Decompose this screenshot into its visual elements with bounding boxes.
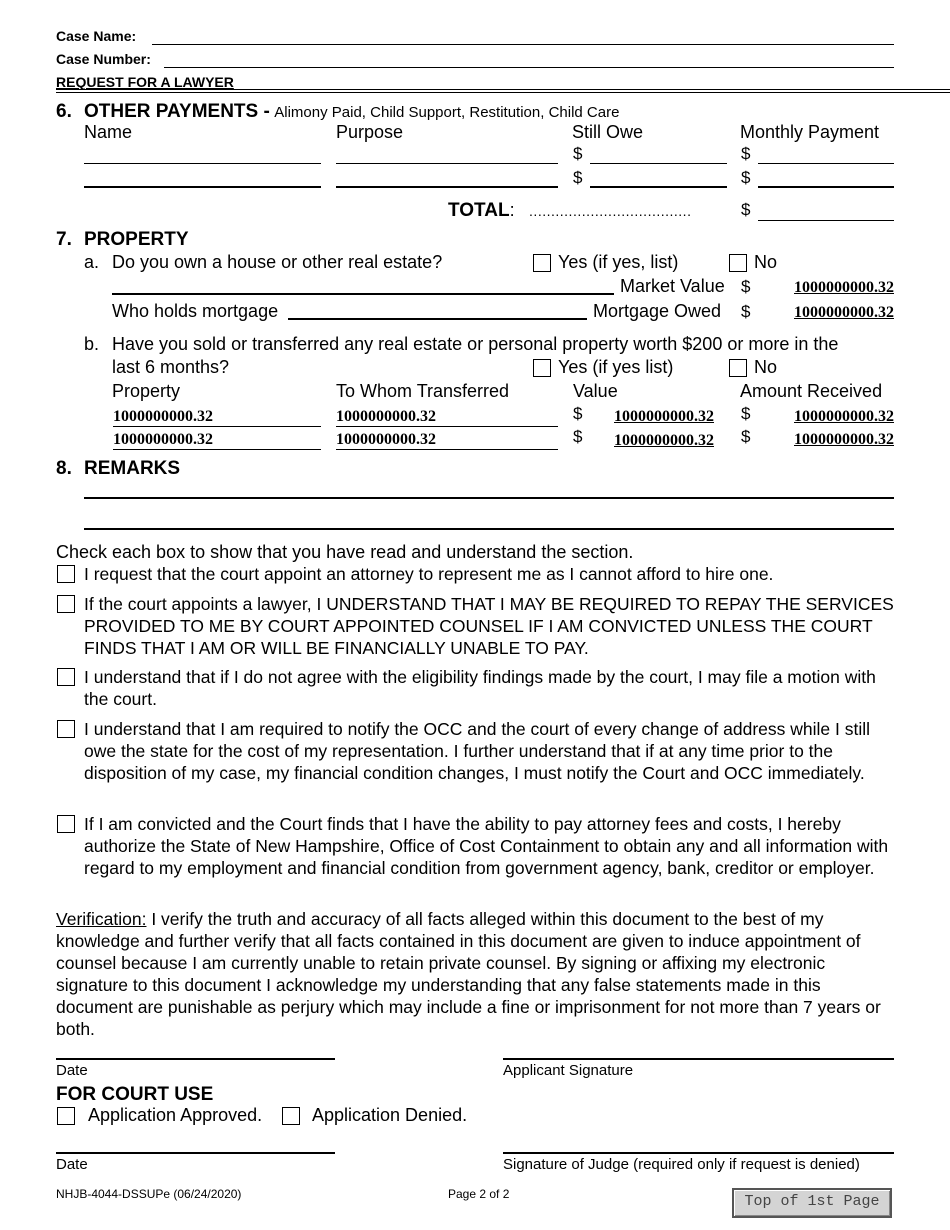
col-value-header: Value (573, 381, 618, 401)
verification-label: Verification: (56, 909, 147, 929)
date-label: Date (56, 1062, 88, 1079)
question-a-text: Do you own a house or other real estate? (112, 252, 443, 272)
ack-checkbox-4[interactable] (57, 720, 75, 738)
col-still-owe-header: Still Owe (572, 122, 644, 142)
transfer-value[interactable]: 1000000000.32 (614, 408, 714, 425)
yes-label: Yes (if yes, list) (558, 252, 679, 272)
dollar-sign: $ (741, 168, 751, 187)
applicant-signature-label: Applicant Signature (503, 1062, 634, 1079)
transfer-no-checkbox[interactable] (729, 359, 747, 377)
question-a-letter: a. (84, 252, 100, 272)
payment-monthly-field[interactable] (758, 163, 894, 164)
ack-text-3: I understand that if I do not agree with the eligibility findings made by the court, I may file a motion with the court. (84, 667, 876, 709)
header-rule-2 (56, 92, 950, 93)
judge-signature-label: Signature of Judge (required only if request is denied) (503, 1156, 860, 1173)
dollar-sign: $ (573, 144, 583, 163)
payment-monthly-field[interactable] (758, 186, 894, 188)
transfer-to-whom[interactable]: 1000000000.32 (336, 408, 558, 427)
section-7-title: PROPERTY (84, 229, 189, 250)
date-label-2: Date (56, 1156, 88, 1173)
section-6-subtitle: Alimony Paid, Child Support, Restitution, Child Care (274, 104, 620, 121)
section-6-number: 6. (56, 101, 72, 122)
dollar-sign: $ (741, 427, 751, 446)
mortgage-owed-label: Mortgage Owed (593, 301, 722, 321)
total-label: TOTAL (448, 200, 510, 221)
section-6-heading (84, 101, 619, 123)
ack-text-1: I request that the court appoint an attorney to represent me as I cannot afford to hire one. (84, 564, 774, 584)
col-monthly-header: Monthly Payment (740, 122, 880, 142)
question-b-text-1: Have you sold or transferred any real estate or personal property worth $200 or more in the (112, 334, 839, 354)
case-name-label: Case Name: (56, 28, 137, 44)
col-amount-received-header: Amount Received (740, 381, 883, 401)
payment-still-owe-field[interactable] (590, 163, 727, 164)
who-holds-mortgage-field[interactable] (288, 318, 587, 320)
transfer-property[interactable]: 1000000000.32 (113, 408, 321, 427)
payment-name-field[interactable] (84, 163, 321, 164)
section-8-title: REMARKS (84, 458, 181, 479)
denied-label: Application Denied. (312, 1105, 468, 1125)
payment-purpose-field[interactable] (336, 163, 558, 164)
court-use-title: FOR COURT USE (56, 1084, 214, 1105)
dollar-sign: $ (741, 404, 751, 423)
dollar-sign: $ (741, 200, 751, 219)
mortgage-owed[interactable]: 1000000000.32 (794, 304, 894, 321)
applicant-signature-field[interactable] (503, 1058, 894, 1060)
market-value[interactable]: 1000000000.32 (794, 279, 894, 296)
remarks-line-1[interactable] (84, 497, 894, 499)
ack-intro: Check each box to show that you have read and understand the section. (56, 542, 634, 562)
yes-label: Yes (if yes list) (558, 357, 674, 377)
form-id: NHJB-4044-DSSUPe (06/24/2020) (56, 1187, 242, 1201)
col-purpose-header: Purpose (336, 122, 404, 142)
total-dots: ..................................... (529, 203, 692, 219)
denied-checkbox[interactable] (282, 1107, 300, 1125)
case-number-label: Case Number: (56, 51, 151, 67)
header-rule (56, 89, 950, 90)
transfer-yes-checkbox[interactable] (533, 359, 551, 377)
transfer-to-whom[interactable]: 1000000000.32 (336, 431, 558, 450)
col-property-header: Property (112, 381, 181, 401)
total-field[interactable] (758, 220, 894, 221)
ack-text-5: If I am convicted and the Court finds that I have the ability to pay attorney fees and costs, I hereby authorize the State of New Hampshire, Office of Cost Containment to obtain any and all information with regard to my employment and financial condition from government agency, bank, creditor or employer. (84, 814, 889, 878)
dollar-sign: $ (741, 302, 751, 321)
dollar-sign: $ (741, 277, 751, 296)
col-to-whom-header: To Whom Transferred (336, 381, 510, 401)
applicant-date-field[interactable] (56, 1058, 335, 1060)
ack-checkbox-2[interactable] (57, 595, 75, 613)
transfer-value[interactable]: 1000000000.32 (614, 432, 714, 449)
who-holds-mortgage-label: Who holds mortgage (112, 301, 279, 321)
transfer-amount[interactable]: 1000000000.32 (794, 408, 894, 425)
ack-checkbox-3[interactable] (57, 668, 75, 686)
transfer-property[interactable]: 1000000000.32 (113, 431, 321, 450)
payment-name-field[interactable] (84, 186, 321, 188)
judge-signature-field[interactable] (503, 1152, 894, 1154)
payment-purpose-field[interactable] (336, 186, 558, 188)
col-name-header: Name (84, 122, 133, 142)
no-label: No (754, 252, 778, 272)
question-b-text-2: last 6 months? (112, 357, 230, 377)
section-6-title: OTHER PAYMENTS - (84, 101, 270, 122)
market-value-label: Market Value (620, 276, 725, 296)
transfer-amount[interactable]: 1000000000.32 (794, 431, 894, 448)
section-7-number: 7. (56, 229, 72, 250)
real-estate-no-checkbox[interactable] (729, 254, 747, 272)
total-colon: : (509, 200, 515, 220)
ack-text-4: I understand that I am required to notify the OCC and the court of every change of address while I still owe the state for the cost of my representation. I further understand that if at any time prior to the disposition of my case, my financial condition changes, I must notify the Court and OCC immediately. (84, 719, 870, 783)
no-label: No (754, 357, 778, 377)
ack-text-2: If the court appoints a lawyer, I UNDERSTAND THAT I MAY BE REQUIRED TO REPAY THE SERVICES PROVIDED TO ME BY COURT APPOINTED COUNSEL IF I AM CONVICTED UNLESS THE COURT FINDS THAT I AM OR WILL BE FINANCIALLY UNABLE TO PAY. (84, 594, 894, 658)
ack-checkbox-5[interactable] (57, 815, 75, 833)
case-name-field[interactable] (152, 44, 894, 45)
section-8-number: 8. (56, 458, 72, 479)
judge-date-field[interactable] (56, 1152, 335, 1154)
verification-paragraph (56, 908, 901, 1040)
ack-checkbox-1[interactable] (57, 565, 75, 583)
case-number-field[interactable] (164, 67, 894, 68)
dollar-sign: $ (573, 168, 583, 187)
form-title: REQUEST FOR A LAWYER (56, 74, 234, 90)
page-number: Page 2 of 2 (448, 1187, 510, 1201)
dollar-sign: $ (573, 404, 583, 423)
question-b-letter: b. (84, 334, 100, 354)
approved-checkbox[interactable] (57, 1107, 75, 1125)
verification-text: I verify the truth and accuracy of all facts alleged within this document to the best of my knowledge and further verify that all facts contained in this document are given to induce appointment of counsel because I am currently unable to retain private counsel. By signing or affixing my electronic signature to this document I acknowledge my understanding that any false statements made in this document are punishable as perjury which may include a fine or imprisonment for not more than 7 years or both. (56, 909, 881, 1039)
top-of-first-page-button[interactable]: Top of 1st Page (732, 1188, 892, 1218)
payment-still-owe-field[interactable] (590, 186, 727, 188)
total-row (448, 200, 691, 222)
real-estate-list-field[interactable] (112, 293, 614, 295)
real-estate-yes-checkbox[interactable] (533, 254, 551, 272)
remarks-line-2[interactable] (84, 528, 894, 530)
dollar-sign: $ (741, 144, 751, 163)
approved-label: Application Approved. (88, 1105, 263, 1125)
dollar-sign: $ (573, 427, 583, 446)
